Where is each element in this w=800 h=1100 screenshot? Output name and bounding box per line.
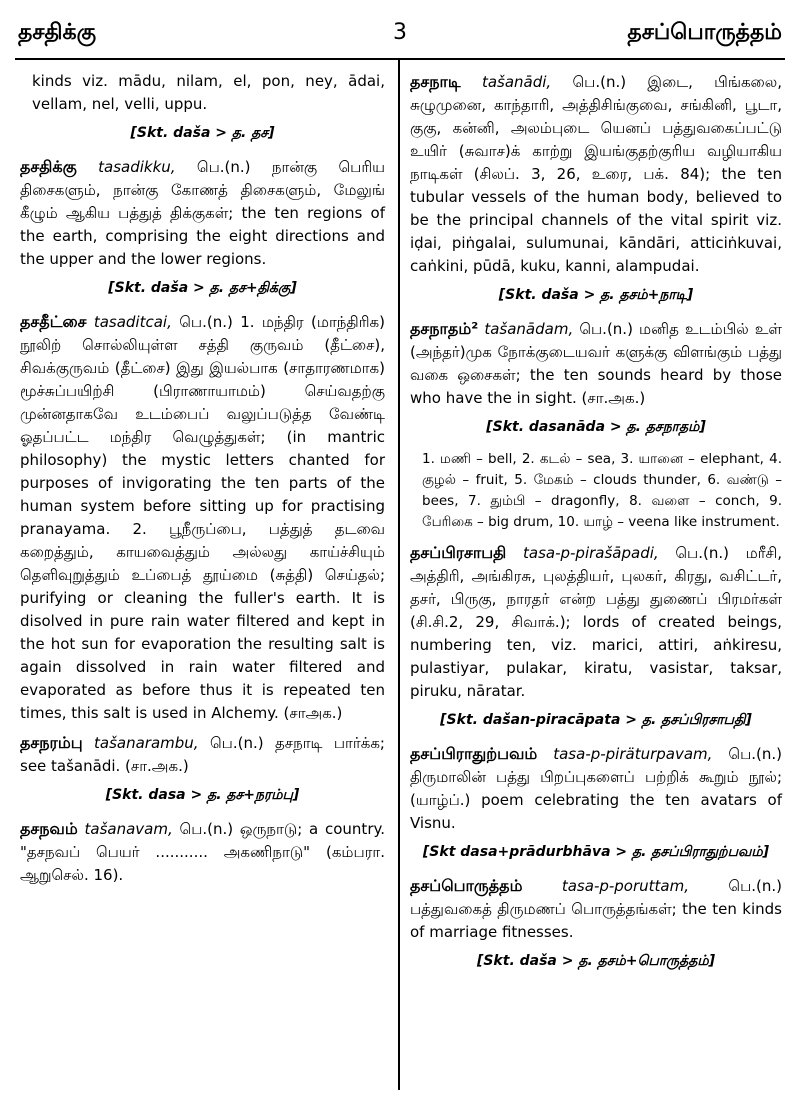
etymology: [Skt. daša > த. தசம்+பொருத்தம்]	[476, 953, 716, 969]
etymology: [Skt. daša > த. தச]	[130, 125, 275, 141]
transliteration: tašanādi,	[481, 73, 552, 91]
dictionary-entry	[20, 310, 385, 725]
etymology: [Skt. dasanāda > த. தசநாதம்]	[486, 419, 706, 435]
definition: பெ.(n.) பத்துவகைத் திருமணப் பொருத்தங்கள்; the ten kinds of marriage fitnesses.	[410, 877, 782, 941]
transliteration: tašanādam,	[484, 320, 574, 338]
definition: பெ.(n.) ஒருநாடு; a country. "தசநவப் பெயர் ........... அகணிநாடு" (கம்பரா. ஆறுசெல். 16).	[20, 820, 385, 884]
definition: பெ.(n.) மனித உடம்பில் உள் (அந்தர்)முக நோக்குடையவர் களுக்கு விளங்கும் பத்து வகை ஒசைகள்; the ten sounds heard by those who have the in sight. (சா.அக.)	[410, 320, 782, 407]
transliteration: tašanarambu,	[94, 734, 199, 752]
definition: பெ.(n.) மரீசி, அத்திரி, அங்கிரசு, புலத்தியர், புலகர், கிரது, வசிட்டர், தசர், பிருகு, நாரதர் என்ற பத்து துணைப் பிரமர்கள் (சி.சி.2, 29, சிவாக்.); lords of created beings, numbering ten, viz. marici, attiri, aṅkiresu, pulastiyar, pulakar, kiratu, vasistar, taksar, piruku, nāratar.	[410, 544, 782, 700]
dictionary-entry	[410, 742, 782, 835]
header-rule	[15, 58, 785, 60]
right-column	[410, 70, 782, 983]
definition: பெ.(n.) 1. மந்திர (மாந்திரிக) நூலிற் சொல்லியுள்ள சத்தி குருவம் (தீட்சை), சிவக்குருவம் (தீட்சை) இது இயல்பாக (சாதாரணமாக) மூச்சுப்பயிற்சி (பிராணாயாமம்) செய்வதற்கு முன்னதாகவே உடம்பைப் வலுப்படுத்த வேண்டி ஓதப்பட்ட மந்திர வெழுத்துகள்; (in mantric philosophy) the mystic letters chanted for purposes of invigorating the ten parts of the human system before sitting up for practising pranayama. 2. பூநீருப்பை, பத்துத் தடவை கறைத்தும், காயவைத்தும் அல்லது காய்ச்சியும் தெளிவுறுத்தும் உப்பைத் தூய்மை (சுத்தி) செய்தல்; purifying or cleaning the fuller's earth. It is disolved in pure rain water filtered and kept in the hot sun for evaporation the resulting salt is again dissolved in rain water filtered and evaporated as before thus it is repeated ten times, this salt is used in Alchemy. (சாஅக.)	[20, 313, 385, 722]
transliteration: tašanavam,	[84, 820, 173, 838]
etymology: [Skt. dasa > த. தச+நரம்பு]	[105, 787, 300, 803]
headword: தசநாதம்²	[410, 319, 479, 338]
transliteration: tasa-p-poruttam,	[561, 877, 689, 895]
column-divider	[398, 60, 400, 1090]
left-column	[20, 70, 385, 893]
header-left-guide-word: தசதிக்கு	[18, 20, 97, 45]
dictionary-entry	[410, 317, 782, 410]
headword: தசப்பொருத்தம்	[410, 876, 523, 895]
headword: தசநாடி	[410, 72, 461, 91]
header-right-guide-word: தசப்பொருத்தம்	[627, 20, 782, 45]
sound-list: 1. மணி – bell, 2. கடல் – sea, 3. யானை – elephant, 4. குழல் – fruit, 5. மேகம் – clouds thunder, 6. வண்டு – bees, 7. தும்பி – dragonfly, 8. வளை – conch, 9. பேரிகை – big drum, 10. யாழ் – veena like instrument.	[422, 451, 782, 530]
headword: தசப்பிரசாபதி	[410, 543, 507, 562]
page-number: 3	[393, 20, 407, 45]
transliteration: tasadikku,	[98, 158, 176, 176]
dictionary-entry	[410, 70, 782, 278]
headword: தசதிக்கு	[20, 157, 77, 176]
headword: தசநவம்	[20, 819, 78, 838]
continued-entry-text	[20, 70, 385, 116]
transliteration: tasa-p-pirašāpadi,	[523, 544, 659, 562]
dictionary-entry	[410, 541, 782, 703]
etymology: [Skt. dašan-piracāpata > த. தசப்பிரசாபதி]	[440, 712, 752, 728]
headword: தசதீட்சை	[20, 312, 87, 331]
etymology: [Skt dasa+prādurbhāva > த. தசப்பிராதுற்பவம்]	[422, 844, 770, 860]
transliteration: tasaditcai,	[93, 313, 172, 331]
dictionary-entry	[20, 731, 385, 778]
headword: தசநரம்பு	[20, 733, 83, 752]
definition: பெ.(n.) திருமாலின் பத்து பிறப்புகளைப் பற்றிக் கூறும் நூல்; (யாழ்ப்.) poem celebrating the ten avatars of Visnu.	[410, 745, 782, 832]
definition: பெ.(n.) நான்கு பெரிய திசைகளும், நான்கு கோணத் திசைகளும், மேலுங் கீழும் ஆகிய பத்துத் திக்குகள்; the ten regions of the earth, comprising the eight directions and the upper and the lower regions.	[20, 158, 385, 268]
etymology: [Skt. daša > த. தசம்+நாடி]	[498, 287, 694, 303]
headword: தசப்பிராதுற்பவம்	[410, 744, 538, 763]
continued-text: kinds viz. mādu, nilam, el, pon, ney, ādai, vellam, nel, velli, uppu.	[32, 72, 385, 113]
etymology: [Skt. daša > த. தச+திக்கு]	[108, 280, 297, 296]
definition: பெ.(n.) தசநாடி பார்க்க; see tašanādi. (சா.அக.)	[20, 734, 385, 775]
dictionary-entry	[20, 155, 385, 271]
page-header	[18, 20, 782, 54]
dictionary-entry	[410, 874, 782, 944]
transliteration: tasa-p-piräturpavam,	[553, 745, 713, 763]
dictionary-entry	[20, 817, 385, 887]
definition: பெ.(n.) இடை, பிங்கலை, சுழுமுனை, காந்தாரி, அத்திசிங்குவை, சங்கினி, பூடா, குகு, கன்னி, அலம்புடை யெனப் பத்துவகைப்பட்டு உயிர் (சுவாச)க் காற்று இயங்குதற்குரிய வழியாகிய நாடிகள் (சிலப். 3, 26, உரை, பக். 84); the ten tubular vessels of the human body, believed to be the principal channels of the vital spirit viz. iḍai, piṅgalai, sulumunai, kāndāri, atticiṅkuvai, caṅkini, pūdā, kuku, kanni, alampudai.	[410, 73, 782, 275]
